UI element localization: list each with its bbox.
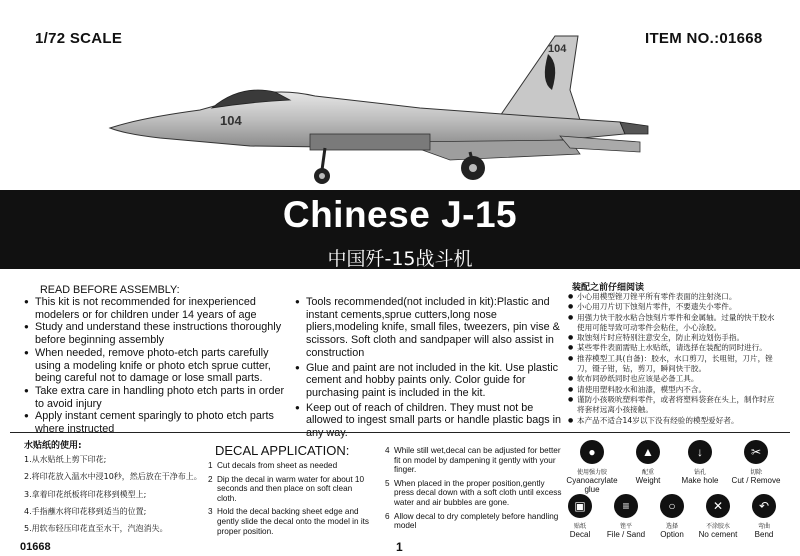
symbol-drill: ↓ 钻孔 Make hole [670, 440, 730, 485]
list-item: 3.拿着印花纸板将印花移到模型上; [24, 489, 147, 499]
footer-item-number: 01668 [20, 541, 51, 553]
list-item: ● Tools recommended(not included in kit):Plastic and instant cements,sprue cutters,long nose pliers,modeling knife, small files, tweezers, pin vise & scissors. Soft cloth and sandpaper will also assist in construction [295, 296, 563, 360]
water-decal-steps [24, 451, 209, 537]
symbol-no-cement: ✕ 不涂胶水 No cement [688, 494, 748, 539]
kit-title-cn: 中国歼-15战斗机 [327, 248, 473, 270]
read-before-list-left [24, 296, 286, 436]
read-before-list-right [295, 296, 563, 440]
bend-icon: ↶ [752, 494, 776, 518]
engine-intake [310, 134, 430, 150]
list-item: ● 推荐模型工具(自备)：胶水，水口剪刀，长咀钳，刀片，锉刀，镊子钳，钻，剪刀，瞬间快干胶。 [568, 354, 776, 375]
decal-application-heading: DECAL APPLICATION: [215, 443, 350, 458]
list-item: 4 While still wet,decal can be adjusted for better fit on model by dampening it gently with your finger. [385, 446, 561, 475]
no-cement-icon: ✕ [706, 494, 730, 518]
file-icon: ≡ [614, 494, 638, 518]
list-item: ● 谨防小孩吸吮塑料零件，或者将塑料袋套在头上，制作时应将套材远离小孩接触。 [568, 395, 776, 416]
symbol-file: ≡ 锉平 File / Sand [596, 494, 656, 539]
list-item: ● Apply instant cement sparingly to photo etch parts where instructed [24, 410, 286, 435]
vertical-tail [500, 36, 582, 126]
exhaust-nozzle [620, 122, 648, 134]
list-item: ● 小心用模型锉刀锉平所有零件表面的注射浇口。 [568, 292, 776, 302]
scissors-icon: ✂ [744, 440, 768, 464]
list-item: ● 请使用塑料胶水和油漆，模型内不含。 [568, 385, 776, 395]
list-item: 2 Dip the decal in warm water for about 10 seconds and then place on soft clean cloth. [208, 474, 364, 503]
cn-notes-list [568, 292, 776, 426]
list-item: 6 Allow decal to dry completely before handling model [385, 511, 559, 531]
list-item: ● Study and understand these instructions thoroughly before beginning assembly [24, 321, 286, 346]
list-item: ● 某些零件表面需贴上水贴纸，请选择在装配的同时进行。 [568, 343, 776, 353]
list-item: ● 用强力快干胶水粘合蚀刻片零件和金属轴。过量的快干胶水使用可能导致可动零件会粘住，小心涂胶。 [568, 313, 776, 334]
list-item: ● 软布同砂纸同时也应该是必备工具。 [568, 374, 776, 384]
list-item: 4.手指蘸水将印花移到适当的位置; [24, 506, 147, 516]
nose-number: 104 [220, 113, 242, 128]
list-item: ● When needed, remove photo-etch parts carefully using a modeling knife or photo etch sprue cutter, being careful not to damage or lose small parts. [24, 347, 286, 385]
option-icon: ○ [660, 494, 684, 518]
list-item: ● 取蚀刻片时应特别注意安全，防止利边划伤手指。 [568, 333, 776, 343]
drill-icon: ↓ [688, 440, 712, 464]
list-item: 5 When placed in the proper position,gently press decal down with a soft cloth until excess water and air bubbles are gone. [385, 478, 562, 507]
symbol-option: ○ 选择 Option [642, 494, 702, 539]
list-item: 1.从水贴纸上剪下印花; [24, 455, 107, 464]
scale-label: 1/72 SCALE [35, 30, 123, 47]
list-item: 3 Hold the decal backing sheet edge and gently slide the decal onto the model in its proper position. [208, 507, 370, 536]
symbol-glue: ● 使用强力胶 Cyanoacrylate glue [562, 440, 622, 494]
symbol-weight: ▲ 配重 Weight [618, 440, 678, 485]
list-item: ● Keep out of reach of children. They must not be allowed to ingest small parts or handle plastic bags in any way. [295, 402, 563, 440]
glue-drop-icon: ● [580, 440, 604, 464]
section-divider [10, 432, 790, 433]
page-number: 1 [396, 540, 403, 554]
list-item: ● Glue and paint are not included in the kit. Use plastic cement and hobby paints only. Color guide for purchasing paint is included in the kit. [295, 362, 563, 400]
kit-title: Chinese J-15 [282, 194, 518, 235]
list-item: ● 本产品不适合14岁以下没有经验的模型爱好者。 [568, 416, 776, 426]
weight-icon: ▲ [636, 440, 660, 464]
list-item: ● Take extra care in handling photo etch parts in order to avoid injury [24, 385, 286, 410]
tail-number: 104 [548, 43, 567, 55]
decal-steps-left [208, 461, 373, 540]
symbol-cut: ✂ 切除 Cut / Remove [726, 440, 786, 485]
list-item: 5.用软布轻压印花直至水干，汽泡消失。 [24, 524, 168, 534]
cn-notes-heading: 装配之前仔细阅读 [572, 283, 645, 293]
list-item: ● This kit is not recommended for inexperienced modelers or for children under 14 years of age [24, 296, 286, 321]
symbol-decal: ▣ 贴纸 Decal [550, 494, 610, 539]
water-decal-heading: 水贴纸的使用: [24, 441, 82, 451]
decal-icon: ▣ [568, 494, 592, 518]
aircraft-illustration [100, 30, 660, 192]
list-item: 1 Cut decals from sheet as needed [208, 461, 338, 470]
list-item: ● 小心用刀片切下蚀刻片零件，不要遗失小零件。 [568, 302, 776, 312]
decal-steps-right [385, 446, 565, 535]
item-number: ITEM NO.:01668 [645, 30, 763, 47]
read-before-heading: READ BEFORE ASSEMBLY: [40, 284, 180, 296]
list-item: 2.将印花放入温水中浸10秒，然后放在干净布上。 [24, 472, 202, 482]
symbol-bend: ↶ 弯曲 Bend [734, 494, 794, 539]
